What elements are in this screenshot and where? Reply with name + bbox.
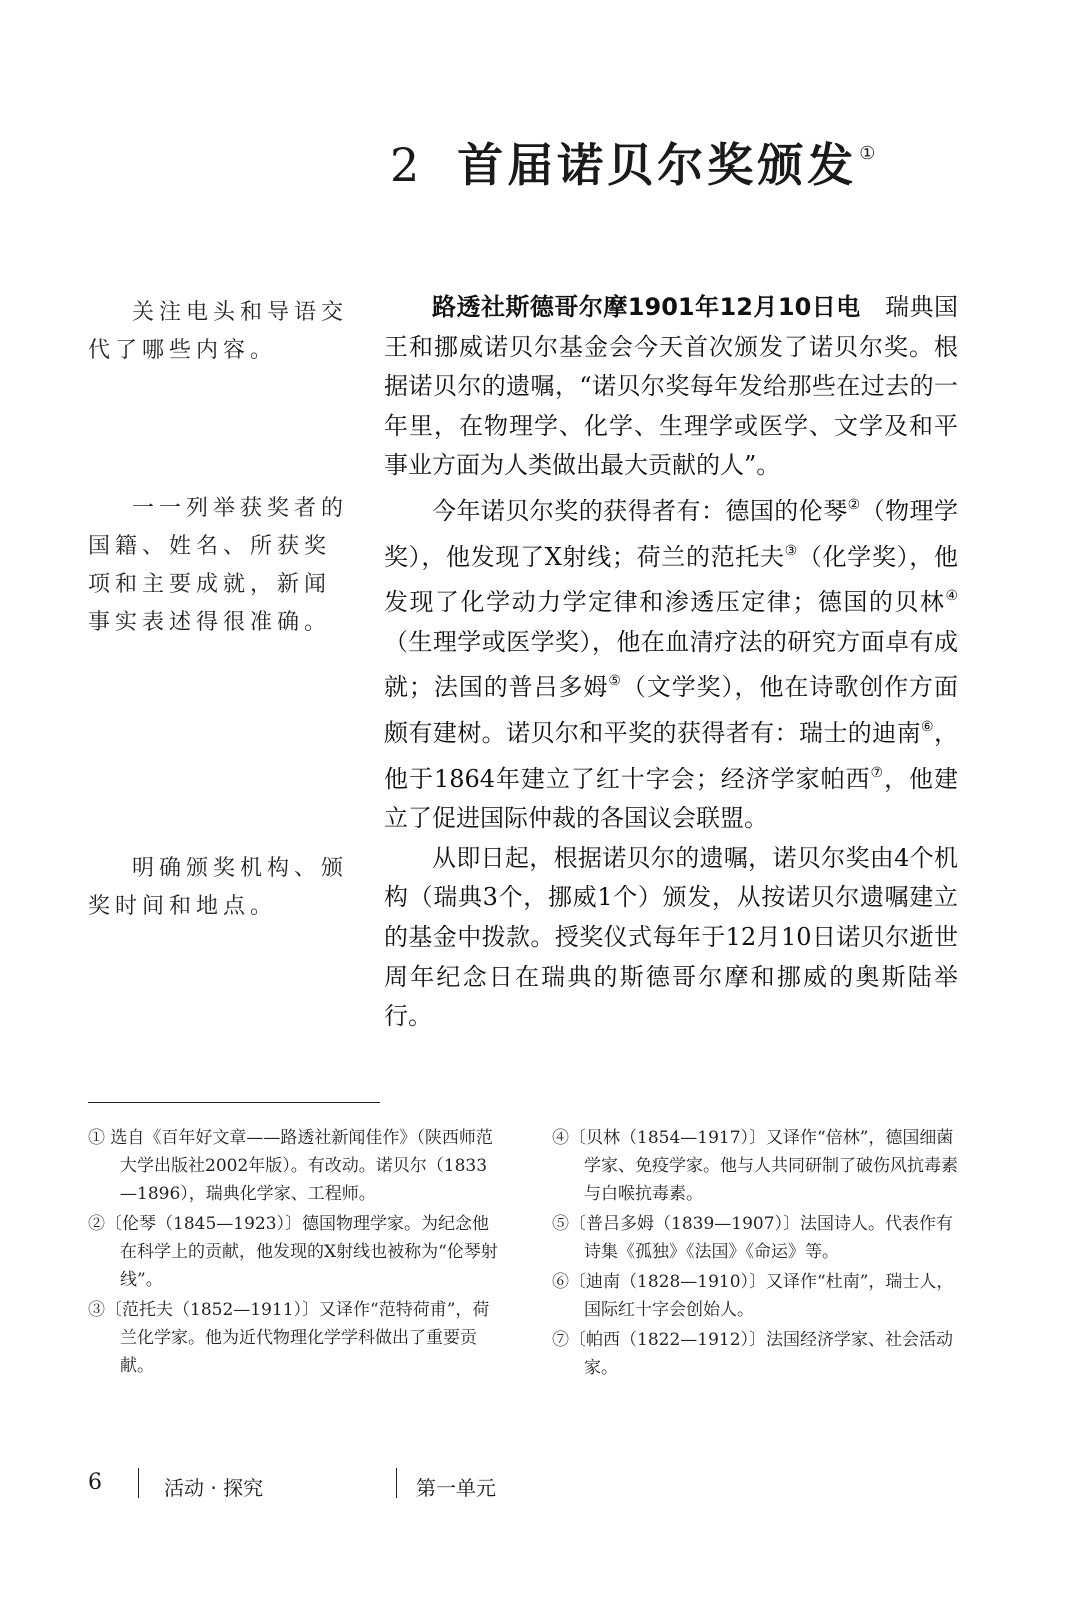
paragraph-1-text: 瑞典国王和挪威诺贝尔基金会今天首次颁发了诺贝尔奖。根据诺贝尔的遗嘱，“诺贝尔奖每年发给那些在过去的一年里，在物理学、化学、生理学或医学、文学及和平事业方面为人类做出最大贡献的人”。 bbox=[384, 293, 959, 480]
footnote-ref: ⑥ bbox=[921, 718, 934, 735]
margin-note-1: 关注电头和导语交代了哪些内容。 bbox=[88, 300, 349, 363]
p2-segment: 今年诺贝尔奖的获得者有：德国的伦琴 bbox=[432, 496, 848, 525]
footnote-7: ⑦〔帕西（1822—1912）〕法国经济学家、社会活动家。 bbox=[552, 1330, 954, 1378]
p2-segment: （化学奖），他发现了化学动力学定律和渗透压定律；德国的贝林 bbox=[384, 542, 958, 617]
margin-note-2: 一一列举获奖者的国籍、姓名、所获奖项和主要成就，新闻事实表述得很准确。 bbox=[88, 496, 349, 635]
footnote-ref: ⑦ bbox=[870, 764, 885, 781]
p2-segment: （生理学或医学奖），他在血清疗法的研究方面卓有成就；法国的普吕多姆 bbox=[384, 627, 958, 702]
footnote-4: ④〔贝林（1854—1917）〕又译作“倍林”，德国细菌学家、免疫学家。他与人共同研制了破伤风抗毒素与白喉抗毒素。 bbox=[552, 1128, 958, 1204]
paragraph-1 bbox=[384, 288, 958, 486]
p2-segment: （文学奖），他在诗歌创作方面颇有建树。诺贝尔和平奖的获得者有：瑞士的迪南 bbox=[384, 673, 958, 747]
footer-separator bbox=[138, 1468, 139, 1498]
footnotes-left-column bbox=[88, 1124, 500, 1382]
paragraph-3: 从即日起，根据诺贝尔的遗嘱，诺贝尔奖由4个机构（瑞典3个，挪威1个）颁发，从按诺贝尔遗嘱建立的基金中拨款。授奖仪式每年于12月10日诺贝尔逝世周年纪念日在瑞典的斯德哥尔摩和挪威的奥斯陆举行。 bbox=[384, 843, 958, 1031]
p2-segment: ，他于1864年建立了红十字会；经济学家帕西 bbox=[384, 718, 958, 793]
footer-separator bbox=[396, 1468, 397, 1498]
lesson-title-text: 首届诺贝尔奖颁发 bbox=[457, 137, 858, 192]
footnote-divider bbox=[88, 1102, 380, 1103]
title-footnote-mark: ① bbox=[859, 142, 880, 164]
footnote-ref: ③ bbox=[784, 542, 798, 559]
news-dateline: 路透社斯德哥尔摩1901年12月10日电 bbox=[432, 293, 861, 321]
footnote-6: ⑥〔迪南（1828—1910）〕又译作“杜南”，瑞士人，国际红十字会创始人。 bbox=[552, 1272, 954, 1320]
footnote-5: ⑤〔普吕多姆（1839—1907）〕法国诗人。代表作有诗集《孤独》《法国》《命运》等。 bbox=[552, 1214, 954, 1262]
p2-segment: ，他建立了促进国际仲裁的各国议会联盟。 bbox=[384, 764, 959, 833]
margin-note-3: 明确颁奖机构、颁奖时间和地点。 bbox=[88, 856, 349, 919]
footnote-ref: ② bbox=[847, 496, 861, 513]
footnote-ref: ⑤ bbox=[608, 673, 622, 690]
page-title bbox=[390, 129, 879, 195]
footnote-2: ②〔伦琴（1845—1923）〕德国物理学家。为纪念他在科学上的贡献，他发现的X射线也被称为“伦琴射线”。 bbox=[88, 1214, 498, 1290]
footer-unit-label: 第一单元 bbox=[416, 1476, 496, 1500]
p2-segment: （物理学奖），他发现了X射线；荷兰的范托夫 bbox=[384, 496, 959, 571]
footnotes-right-column bbox=[552, 1124, 964, 1384]
footnote-1: ① 选自《百年好文章——路透社新闻佳作》（陕西师范大学出版社2002年版）。有改动。诺贝尔（1833—1896），瑞典化学家、工程师。 bbox=[88, 1128, 493, 1204]
page-number: 6 bbox=[88, 1470, 102, 1495]
footnote-ref: ④ bbox=[945, 588, 958, 605]
footnote-3: ③〔范托夫（1852—1911）〕又译作“范特荷甫”，荷兰化学家。他为近代物理化学学科做出了重要贡献。 bbox=[88, 1300, 490, 1376]
page-footer bbox=[0, 1470, 1080, 1510]
paragraph-2 bbox=[384, 486, 958, 839]
lesson-number: 2 bbox=[390, 137, 424, 192]
footer-section-label: 活动 · 探究 bbox=[164, 1476, 264, 1500]
article-body bbox=[384, 288, 958, 1037]
